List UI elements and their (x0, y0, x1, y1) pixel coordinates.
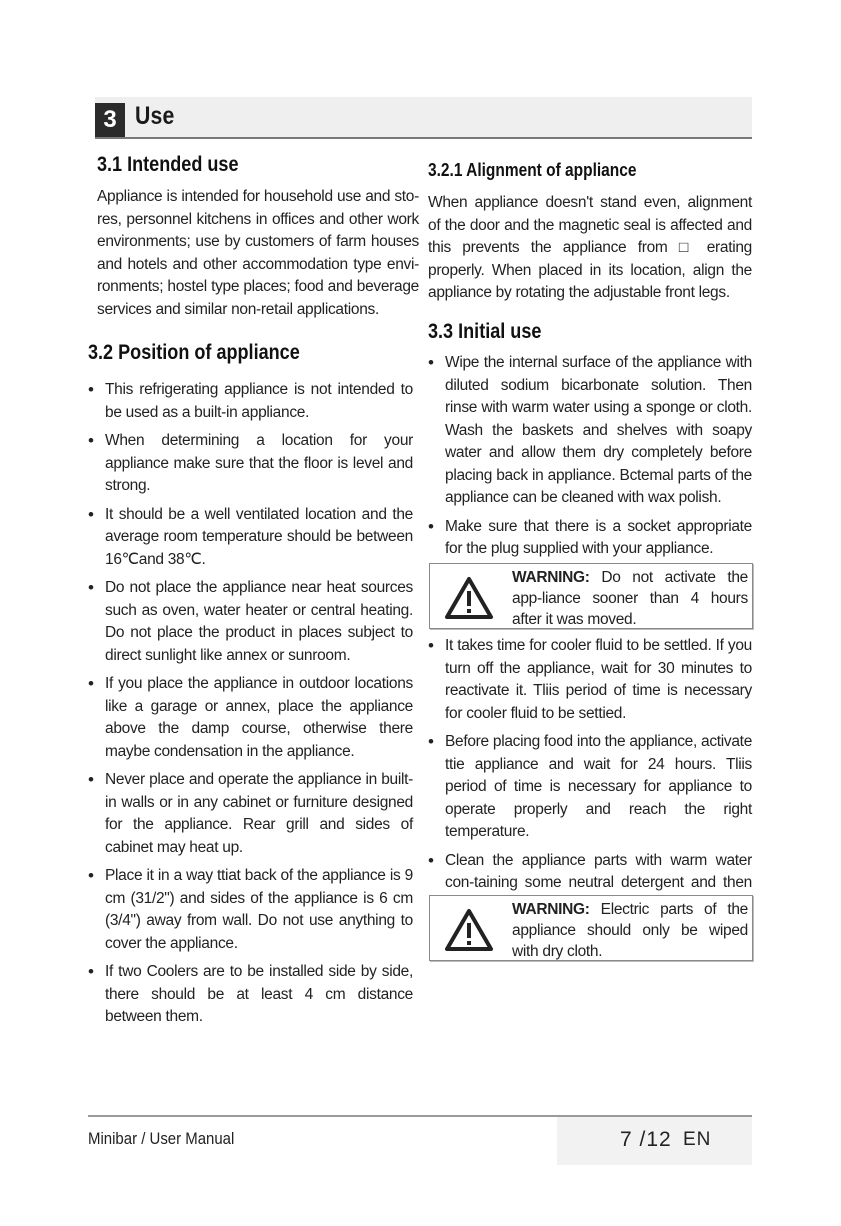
list-item: • Place it in a way ttiat back of the appliance is 9 cm (31/2") and sides of the appliance is 6 cm (3/4") away from wall. Do not use anything to cover the appliance. (88, 865, 413, 955)
list-item: • Before placing food into the appliance, activate ttie appliance and wait for 24 hours. Tliis period of time is necessary for appliance to operate properly and reach the right temperature. (428, 731, 752, 844)
section-number: 3 (95, 103, 125, 137)
position-bullets (88, 379, 413, 1035)
heading-intended-use: 3.1 Intended use (97, 153, 239, 176)
warning-triangle-icon (444, 908, 494, 952)
intended-use-text: Appliance is intended for household use and sto-res, personnel kitchens in offices and other work environments; use by customers of farm houses and hotels and other accommodation type envi-ronments; hostel type places; food and beverage services and similar non-retail applications. (97, 188, 419, 318)
list-item: • When determining a location for your appliance make sure that the floor is level and strong. (88, 430, 413, 498)
heading-alignment: 3.2.1 Alignment of appliance (428, 160, 637, 180)
list-item: • It takes time for cooler fluid to be settled. If you turn off the appliance, wait for 30 minutes to reactivate it. Tliis period of time is necessary for cooler fluid to be settied. (428, 635, 752, 725)
language-code: EN (683, 1129, 712, 1150)
list-item: • Wipe the internal surface of the appliance with diluted sodium bicarbonate solution. Then rinse with warm water using a sponge or cloth. Wash the baskets and shelves with soapy water and allow them dry completely before placing back in appliance. Bctemal parts of the appliance can be cleaned with wax polish. (428, 352, 752, 510)
warning-box-2 (429, 895, 753, 961)
warning-label: WARNING: (512, 569, 590, 586)
list-item: • If two Coolers are to be installed side by side, there should be at least 4 cm distance between them. (88, 961, 413, 1029)
warning-triangle-icon (444, 576, 494, 620)
footer-title: Minibar / User Manual (88, 1129, 235, 1148)
list-item: • Clean the appliance parts with warm water con-taining some neutral detergent and then (428, 850, 752, 918)
list-item: • If you place the appliance in outdoor locations like a garage or annex, place the appliance above the damp course, otherwise there maybe condensation in the appliance. (88, 673, 413, 763)
warning-1-text (512, 567, 748, 630)
list-item: • This refrigerating appliance is not intended to be used as a built-in appliance. (88, 379, 413, 424)
section-title: Use (135, 102, 175, 130)
list-item: • Do not place the appliance near heat sources such as oven, water heater or central heating. Do not place the product in places subject to direct sunlight like annex or sunroom. (88, 577, 413, 667)
list-item: • It should be a well ventilated location and the average room temperature should be between 16℃and 38℃. (88, 504, 413, 572)
page-number: 7 /12 (620, 1128, 672, 1151)
heading-initial-use: 3.3 Initial use (428, 320, 542, 343)
heading-position: 3.2 Position of appliance (88, 341, 300, 364)
warning-message: Do not activate the app-liance sooner than 4 hours after it was moved. (512, 569, 748, 628)
warning-label: WARNING: (512, 901, 590, 918)
list-item: • Make sure that there is a socket appropriate for the plug supplied with your appliance. (428, 516, 752, 561)
warning-message: Electric parts of the appliance should only be wiped with dry cloth. (512, 901, 748, 960)
initial-use-bullets-2 (428, 635, 752, 923)
warning-2-text (512, 899, 748, 962)
alignment-text: When appliance doesn't stand even, alignment of the door and the magnetic seal is affected and this prevents the appliance from □ erating properly. When placed in its location, align the appliance by rotating the adjustable front legs. (428, 194, 752, 301)
list-item: • Never place and operate the appliance in built-in walls or in any cabinet or furniture designed for the appliance. Rear grill and sides of cabinet may heat up. (88, 769, 413, 859)
warning-box-1 (429, 563, 753, 629)
section-header (95, 97, 752, 139)
initial-use-bullets-1 (428, 352, 752, 567)
